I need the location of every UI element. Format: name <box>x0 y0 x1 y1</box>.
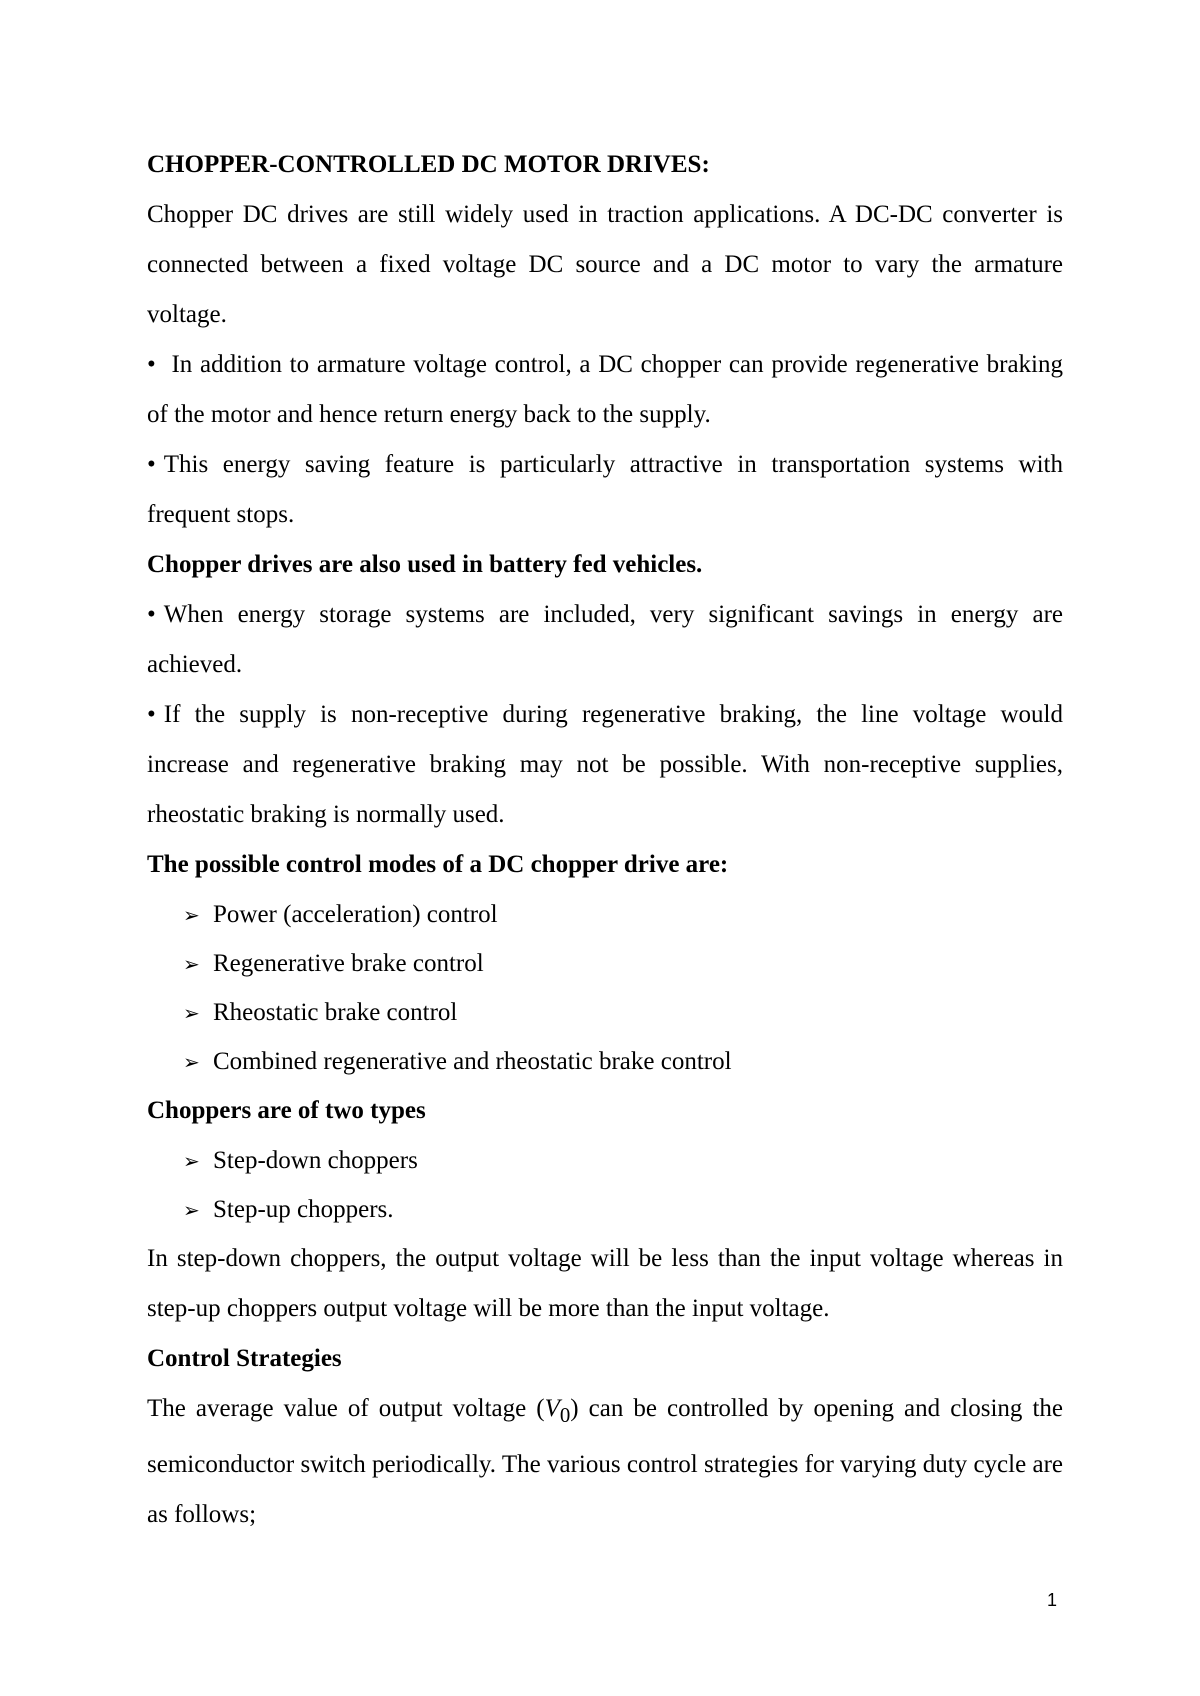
bullet-text: If the supply is non-receptive during regenerative braking, the line voltage would increase and regenerative braking may not be possible. With non-receptive supplies, rheostatic braking is normally used. <box>147 701 1063 828</box>
list-item-text: Power (acceleration) control <box>213 901 498 928</box>
control-modes-list <box>147 890 1063 1086</box>
bullet-text: This energy saving feature is particularly attractive in transportation systems with frequent stops. <box>147 451 1063 528</box>
page-title: CHOPPER-CONTROLLED DC MOTOR DRIVES: <box>147 151 710 178</box>
bullet-dot-icon: • <box>147 601 156 628</box>
list-item <box>147 1185 1063 1234</box>
strategies-text-pre: The average value of output voltage ( <box>147 1395 545 1422</box>
list-item-text: Step-up choppers. <box>213 1196 394 1223</box>
intro-paragraph: Chopper DC drives are still widely used in traction applications. A DC-DC converter is connected between a fixed voltage DC source and a DC motor to vary the armature voltage. <box>147 201 1063 328</box>
arrowhead-icon: ➢ <box>183 1149 200 1173</box>
list-item-text: Rheostatic brake control <box>213 999 458 1026</box>
section-heading-types: Choppers are of two types <box>147 1097 426 1124</box>
arrowhead-icon: ➢ <box>183 952 200 976</box>
list-item <box>147 1136 1063 1185</box>
arrowhead-icon: ➢ <box>183 1050 200 1074</box>
bullet-text: In addition to armature voltage control, a DC chopper can provide regenerative braking of the motor and hence return energy back to the supply. <box>147 351 1063 428</box>
strategies-text-post: ) can be controlled by opening and closing the semiconductor switch periodically. The various control strategies for varying duty cycle are as follows; <box>147 1395 1063 1528</box>
bullet-dot-icon: • <box>147 351 156 378</box>
strategies-paragraph <box>147 1384 1063 1540</box>
bullet-dot-icon: • <box>147 451 156 478</box>
bullet-dot-icon: • <box>147 701 156 728</box>
list-item <box>147 890 1063 939</box>
page-number: 1 <box>1047 1590 1058 1610</box>
list-item <box>147 939 1063 988</box>
bullet-item <box>147 440 1063 540</box>
section-heading-modes: The possible control modes of a DC chopper drive are: <box>147 851 729 878</box>
bullet-item <box>147 340 1063 440</box>
list-item <box>147 1037 1063 1086</box>
section-heading-strategies: Control Strategies <box>147 1345 342 1372</box>
types-paragraph: In step-down choppers, the output voltage will be less than the input voltage whereas in step-up choppers output voltage will be more than the input voltage. <box>147 1245 1063 1322</box>
list-item <box>147 988 1063 1037</box>
bullet-item <box>147 590 1063 690</box>
document-body <box>147 140 1063 1540</box>
arrowhead-icon: ➢ <box>183 903 200 927</box>
arrowhead-icon: ➢ <box>183 1001 200 1025</box>
arrowhead-icon: ➢ <box>183 1198 200 1222</box>
bullet-item <box>147 690 1063 840</box>
section-heading-battery: Chopper drives are also used in battery fed vehicles. <box>147 551 703 578</box>
bullet-text: When energy storage systems are included, very significant savings in energy are achieved. <box>147 601 1063 678</box>
chopper-types-list <box>147 1136 1063 1234</box>
list-item-text: Regenerative brake control <box>213 950 484 977</box>
voltage-symbol: V <box>544 1395 560 1422</box>
list-item-text: Step-down choppers <box>213 1147 418 1174</box>
voltage-subscript: 0 <box>559 1403 571 1427</box>
list-item-text: Combined regenerative and rheostatic brake control <box>213 1048 732 1075</box>
